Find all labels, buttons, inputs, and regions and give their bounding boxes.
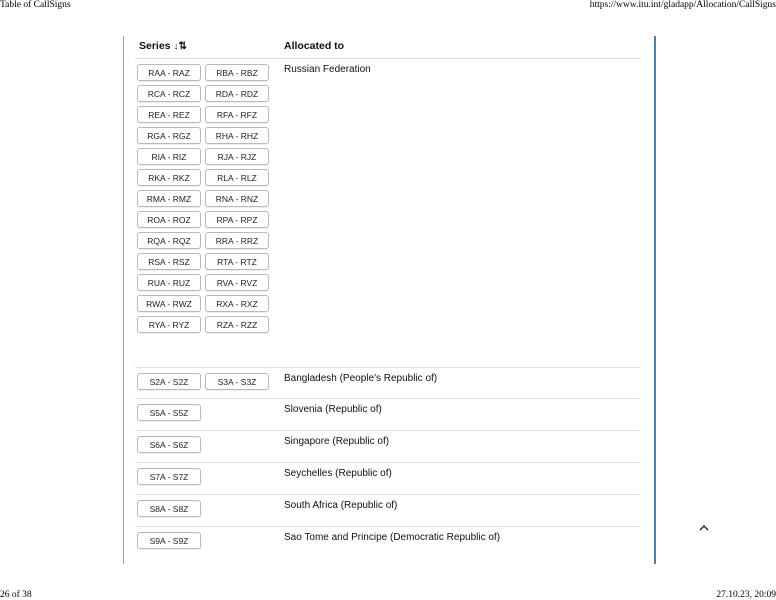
table-row (135, 463, 641, 495)
series-button[interactable]: RPA - RPZ (205, 211, 269, 228)
print-header-title: Table of CallSigns (0, 0, 71, 10)
series-button[interactable]: RZA - RZZ (205, 316, 269, 333)
series-button[interactable]: S8A - S8Z (137, 500, 201, 517)
table-row (135, 495, 641, 527)
series-button[interactable]: RGA - RGZ (137, 127, 201, 144)
series-cell (137, 404, 279, 421)
series-button[interactable]: RXA - RXZ (205, 295, 269, 312)
series-button[interactable]: RHA - RHZ (205, 127, 269, 144)
series-button[interactable]: S6A - S6Z (137, 436, 201, 453)
series-button[interactable]: S7A - S7Z (137, 468, 201, 485)
series-button[interactable]: RUA - RUZ (137, 274, 201, 291)
series-column-header[interactable] (139, 40, 187, 52)
content-frame (123, 36, 656, 564)
series-button[interactable]: RTA - RTZ (205, 253, 269, 270)
callsign-table (135, 36, 641, 559)
series-button[interactable]: RYA - RYZ (137, 316, 201, 333)
series-button[interactable]: ROA - ROZ (137, 211, 201, 228)
table-row (135, 431, 641, 463)
series-button[interactable]: RDA - RDZ (205, 85, 269, 102)
series-button[interactable]: RQA - RQZ (137, 232, 201, 249)
series-button[interactable]: RRA - RRZ (205, 232, 269, 249)
series-button[interactable]: S2A - S2Z (137, 373, 201, 390)
series-button[interactable]: S3A - S3Z (205, 373, 269, 390)
series-button[interactable]: RBA - RBZ (205, 64, 269, 81)
allocated-country: Russian Federation (284, 64, 371, 75)
series-header-label: Series (139, 40, 171, 52)
series-button[interactable]: RNA - RNZ (205, 190, 269, 207)
series-button[interactable]: RSA - RSZ (137, 253, 201, 270)
chevron-up-icon[interactable] (697, 521, 711, 533)
series-button[interactable]: RMA - RMZ (137, 190, 201, 207)
series-button[interactable]: RWA - RWZ (137, 295, 201, 312)
series-cell (137, 373, 279, 390)
print-footer-page: 26 of 38 (0, 590, 32, 600)
sort-descending-icon[interactable]: ↓⇅ (173, 41, 187, 52)
print-header-url: https://www.itu.int/gladapp/Allocation/CallSigns (589, 0, 776, 10)
table-row (135, 368, 641, 399)
series-cell (137, 500, 279, 517)
allocated-country: South Africa (Republic of) (284, 500, 398, 511)
allocated-country: Sao Tome and Principe (Democratic Republic of) (284, 532, 501, 543)
table-row (135, 527, 641, 559)
table-body (135, 59, 641, 559)
series-button[interactable]: RLA - RLZ (205, 169, 269, 186)
series-cell (137, 436, 279, 453)
allocated-to-header: Allocated to (284, 40, 345, 52)
print-footer-datetime: 27.10.23, 20:09 (716, 590, 776, 600)
allocated-country: Slovenia (Republic of) (284, 404, 382, 415)
allocated-country: Bangladesh (People's Republic of) (284, 373, 438, 384)
table-row (135, 399, 641, 431)
series-button[interactable]: RVA - RVZ (205, 274, 269, 291)
series-button[interactable]: REA - REZ (137, 106, 201, 123)
series-cell (137, 468, 279, 485)
allocated-country: Singapore (Republic of) (284, 436, 390, 447)
series-button[interactable]: RFA - RFZ (205, 106, 269, 123)
series-cell (137, 64, 279, 333)
table-row (135, 59, 641, 368)
series-button[interactable]: S9A - S9Z (137, 532, 201, 549)
series-button[interactable]: RJA - RJZ (205, 148, 269, 165)
series-button[interactable]: S5A - S5Z (137, 404, 201, 421)
series-button[interactable]: RKA - RKZ (137, 169, 201, 186)
series-button[interactable]: RCA - RCZ (137, 85, 201, 102)
series-button[interactable]: RAA - RAZ (137, 64, 201, 81)
series-cell (137, 532, 279, 549)
allocated-country: Seychelles (Republic of) (284, 468, 392, 479)
table-header (135, 36, 641, 59)
series-button[interactable]: RIA - RIZ (137, 148, 201, 165)
